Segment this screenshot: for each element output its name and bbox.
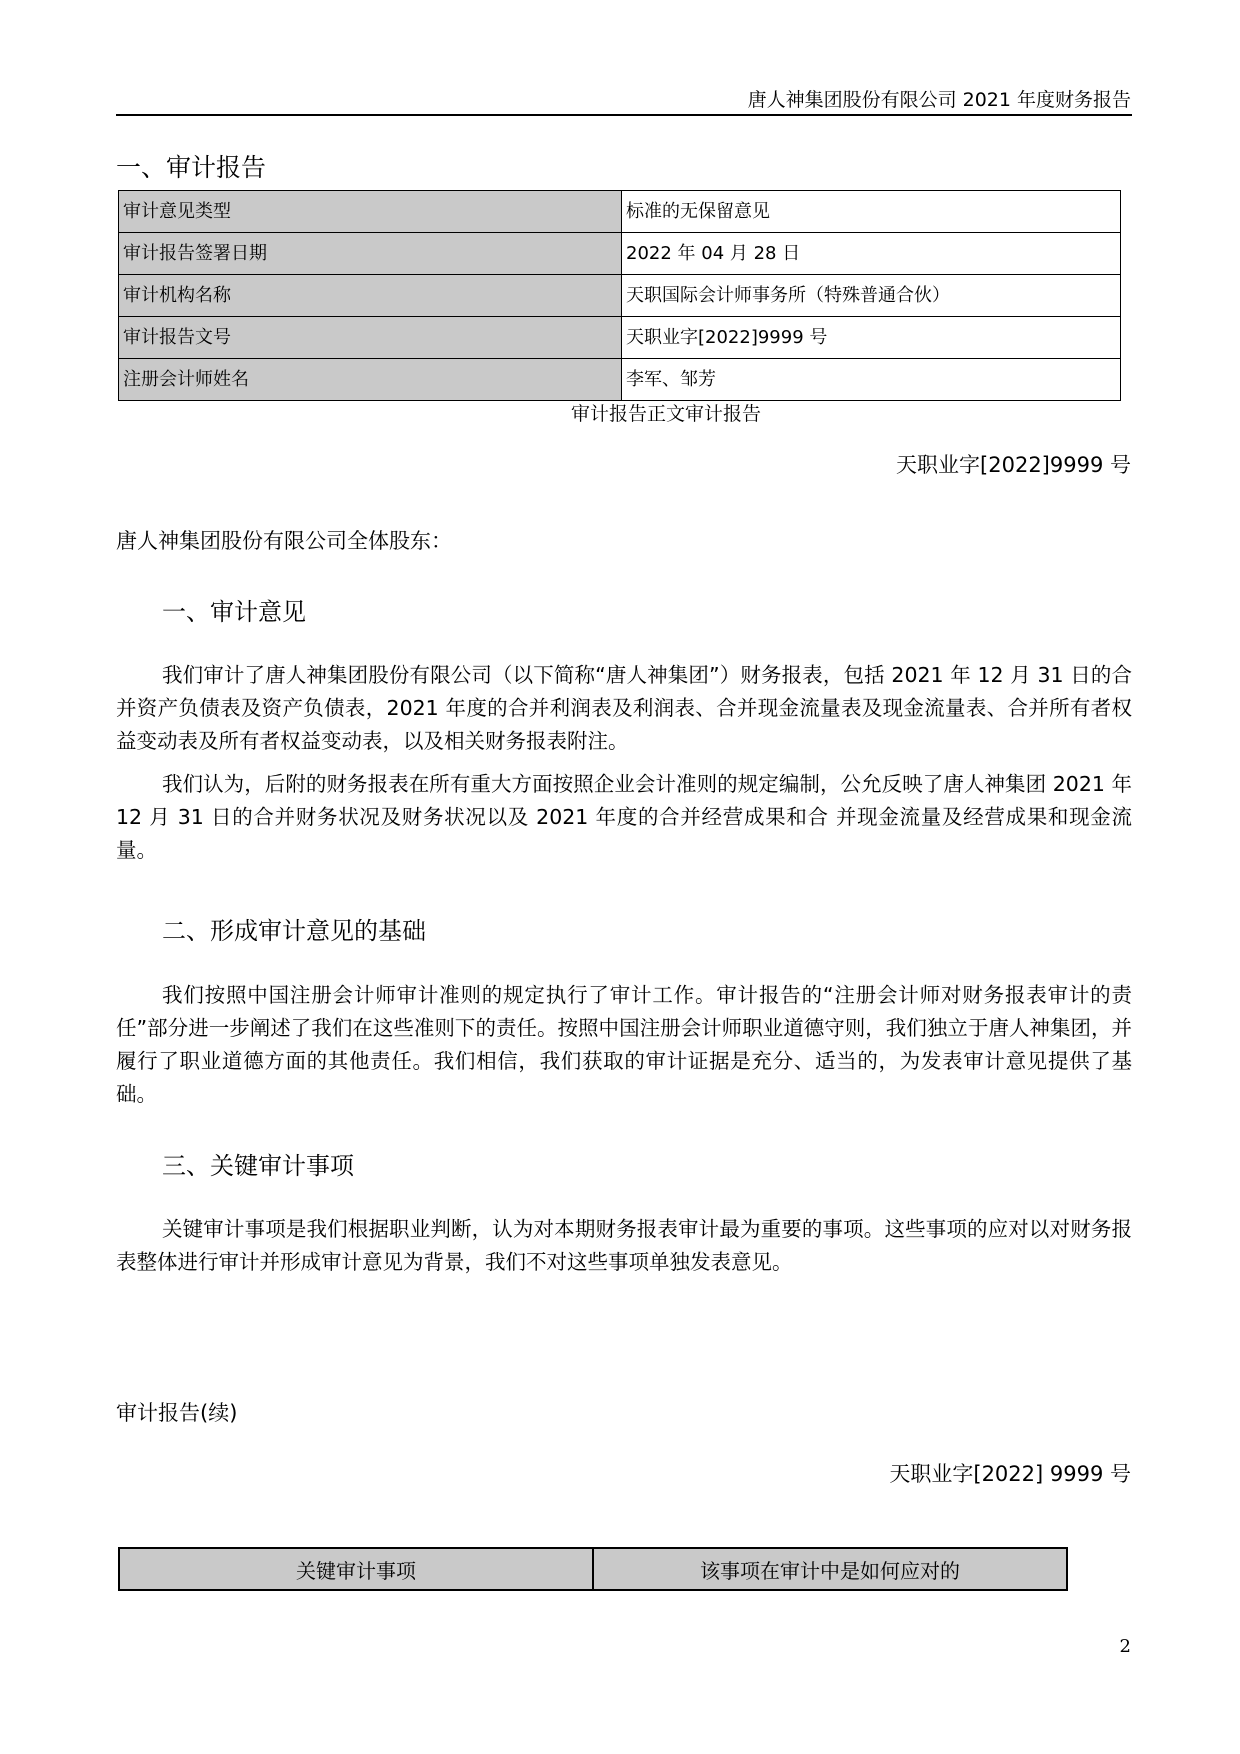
row-label: 审计意见类型 [119,191,622,233]
audit-info-table [118,190,1121,401]
row-label: 审计报告文号 [119,317,622,359]
basis-paragraph: 我们按照中国注册会计师审计准则的规定执行了审计工作。审计报告的“注册会计师对财务报表审计的责任”部分进一步阐述了我们在这些准则下的责任。按照中国注册会计师职业道德守则，我们独立于唐人神集团，并履行了职业道德方面的其他责任。我们相信，我们获取的审计证据是充分、适当的，为发表审计意见提供了基础。 [116,983,1132,1106]
row-value: 天职国际会计师事务所（特殊普通合伙） [622,275,1121,317]
key-matters-paragraph: 关键审计事项是我们根据职业判断，认为对本期财务报表审计最为重要的事项。这些事项的应对以对财务报表整体进行审计并形成审计意见为背景，我们不对这些事项单独发表意见。 [116,1217,1132,1274]
key-matters-table [118,1547,1068,1591]
page-number: 2 [1119,1636,1131,1657]
row-label: 注册会计师姓名 [119,359,622,401]
basis-heading: 二、形成审计意见的基础 [162,917,426,945]
row-value: 标准的无保留意见 [622,191,1121,233]
report-caption: 审计报告正文审计报告 [570,403,761,425]
table-row [119,191,1121,233]
table-row [119,359,1121,401]
column-header: 该事项在审计中是如何应对的 [593,1548,1067,1590]
table-row [119,233,1121,275]
row-value: 李军、邹芳 [622,359,1121,401]
row-label: 审计报告签署日期 [119,233,622,275]
table-row [119,317,1121,359]
report-number: 天职业字[2022]9999 号 [896,453,1131,477]
opinion-paragraph-2: 我们认为，后附的财务报表在所有重大方面按照企业会计准则的规定编制，公允反映了唐人神集团 2021 年 12 月 31 日的合并财务状况及财务状况以及 2021 年度的合并经营成果和合 并现金流量及经营成果和现金流量。 [116,772,1132,862]
row-label: 审计机构名称 [119,275,622,317]
table-header-row [119,1548,1067,1590]
addressee: 唐人神集团股份有限公司全体股东： [116,529,452,553]
row-value: 2022 年 04 月 28 日 [622,233,1121,275]
document-header-title: 唐人神集团股份有限公司 2021 年度财务报告 [747,89,1131,111]
opinion-heading: 一、审计意见 [162,598,306,626]
opinion-paragraph-1: 我们审计了唐人神集团股份有限公司（以下简称“唐人神集团”）财务报表，包括 2021 年 12 月 31 日的合并资产负债表及资产负债表，2021 年度的合并利润表及利润表、合并现金流量表及现金流量表、合并所有者权益变动表及所有者权益变动表，以及相关财务报表附注。 [116,663,1132,753]
report-number-continued: 天职业字[2022] 9999 号 [889,1462,1131,1486]
section-heading: 一、审计报告 [116,153,267,182]
continued-label: 审计报告(续) [116,1401,238,1425]
key-matters-heading: 三、关键审计事项 [162,1152,354,1180]
column-header: 关键审计事项 [119,1548,593,1590]
header-divider [116,114,1132,116]
row-value: 天职业字[2022]9999 号 [622,317,1121,359]
table-row [119,275,1121,317]
